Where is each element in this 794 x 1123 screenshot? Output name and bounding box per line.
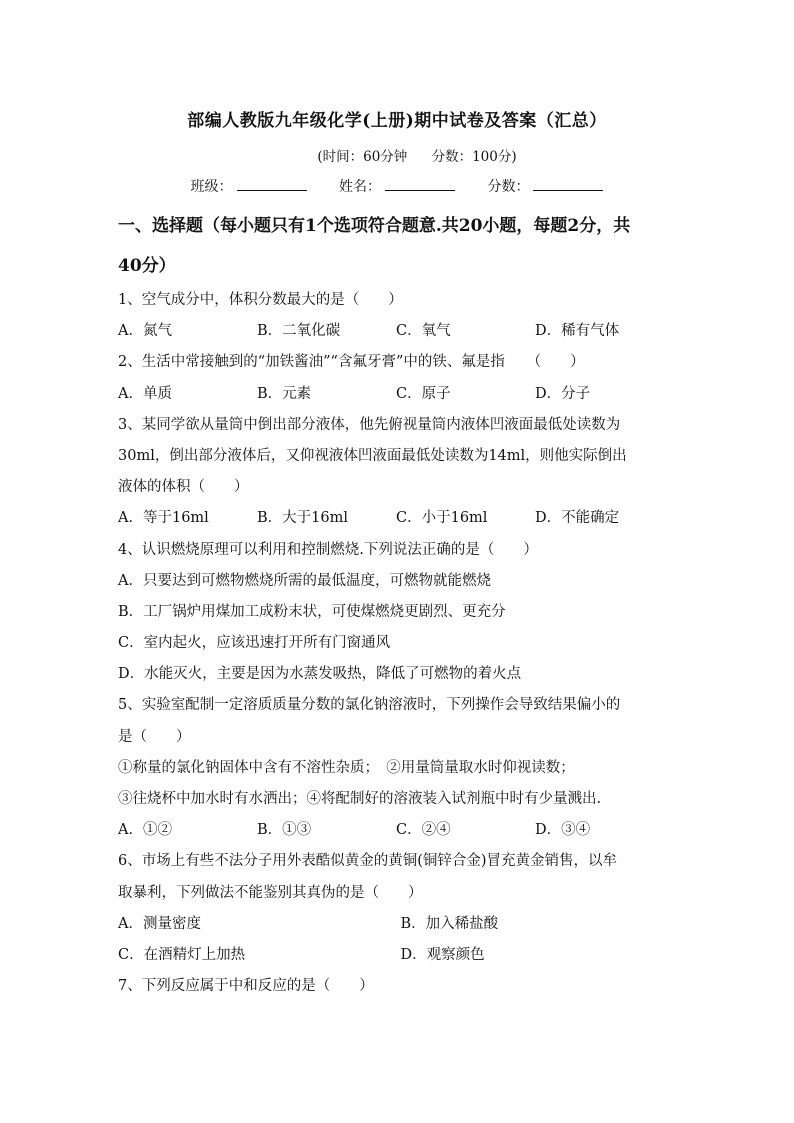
option-c: C．室内起火，应该迅速打开所有门窗通风: [118, 635, 391, 652]
option-a: A．单质: [118, 385, 172, 402]
score-blank[interactable]: [533, 176, 603, 191]
question-5-stem-line: ①称量的氯化钠固体中含有不溶性杂质； ②用量筒量取水时仰视读数；: [118, 759, 575, 776]
score-field: [487, 176, 603, 196]
question-7-stem: 7、下列反应属于中和反应的是（ ）: [118, 978, 374, 995]
option-b: B．加入稀盐酸: [400, 915, 499, 932]
option-a: A．①②: [118, 822, 172, 839]
option-c: C．②④: [396, 822, 451, 839]
option-d: D．不能确定: [535, 510, 620, 527]
option-b: B．工厂锅炉用煤加工成粉末状，可使煤燃烧更剧烈、更充分: [118, 603, 506, 620]
exam-total-score: 分数：100分): [431, 149, 517, 165]
question-5-options: [118, 815, 683, 846]
question-list: [118, 285, 683, 1002]
question-2-options: [118, 379, 683, 410]
option-c: C．小于16ml: [396, 510, 488, 527]
name-blank[interactable]: [385, 176, 455, 191]
question-5-stem-line: ③往烧杯中加水时有水洒出；④将配制好的溶液装入试剂瓶中时有少量溅出.: [118, 791, 602, 807]
exam-time: (时间：60分钟: [317, 149, 408, 165]
option-b: B．二氧化碳: [257, 323, 341, 340]
question-6-stem-line: 取暴利，下列做法不能鉴别其真伪的是（ ）: [118, 884, 423, 901]
name-label: 姓名：: [339, 179, 381, 195]
question-3-stem-line: 3、某同学欲从量筒中倒出部分液体，他先俯视量筒内液体凹液面最低处读数为: [118, 416, 621, 433]
question-5-stem-line: 5、实验室配制一定溶质质量分数的氯化钠溶液时，下列操作会导致结果偏小的: [118, 697, 621, 714]
option-b: B．①③: [257, 822, 312, 839]
option-b: B．大于16ml: [257, 510, 348, 527]
question-3-stem-line: 30ml，倒出部分液体后，又仰视液体凹液面最低处读数为14ml，则他实际倒出: [118, 447, 627, 464]
page-title: 部编人教版九年级化学(上册)期中试卷及答案（汇总）: [187, 111, 607, 131]
option-c: C．氧气: [396, 323, 451, 340]
section-heading-line: 40分）: [118, 256, 176, 276]
option-a: A．等于16ml: [118, 510, 209, 527]
option-d: D．水能灭火，主要是因为水蒸发吸热，降低了可燃物的着火点: [118, 666, 522, 683]
score-label: 分数：: [487, 179, 530, 195]
option-a: A．测量密度: [118, 915, 201, 932]
question-4-stem: 4、认识燃烧原理可以利用和控制燃烧.下列说法正确的是（ ）: [118, 541, 538, 558]
option-d: D．分子: [535, 385, 591, 402]
section-heading-line: 一、选择题（每小题只有1个选项符合题意.共20小题，每题2分，共: [118, 216, 631, 236]
question-1-options: [118, 316, 683, 347]
option-c: C．原子: [396, 385, 451, 402]
student-info-fields: [0, 176, 794, 196]
question-3-options: [118, 503, 683, 534]
option-b: B．元素: [257, 385, 312, 402]
question-2-stem: 2、生活中常接触到的“加铁酱油”“含氟牙膏”中的铁、氟是指 （ ）: [118, 354, 585, 371]
question-6-options-row: [118, 909, 683, 940]
question-1-stem: 1、空气成分中，体积分数最大的是（ ）: [118, 292, 403, 308]
question-5-stem-line: 是（ ）: [118, 728, 191, 745]
option-d: D．观察颜色: [400, 946, 485, 963]
class-label: 班级：: [190, 179, 233, 195]
option-d: D．③④: [535, 822, 591, 839]
class-field: [191, 176, 307, 196]
question-6-options-row: [118, 940, 683, 971]
exam-info: [0, 145, 794, 165]
option-a: A．只要达到可燃物燃烧所需的最低温度，可燃物就能燃烧: [118, 572, 491, 589]
option-a: A．氮气: [118, 323, 172, 340]
option-d: D．稀有气体: [535, 323, 620, 340]
option-c: C．在酒精灯上加热: [118, 946, 246, 963]
section-heading: [118, 206, 683, 286]
class-blank[interactable]: [237, 176, 307, 191]
question-6-stem-line: 6、市场上有些不法分子用外表酷似黄金的黄铜(铜锌合金)冒充黄金销售，以牟: [118, 853, 618, 870]
question-3-stem-line: 液体的体积（ ）: [118, 479, 249, 496]
name-field: [339, 176, 455, 196]
